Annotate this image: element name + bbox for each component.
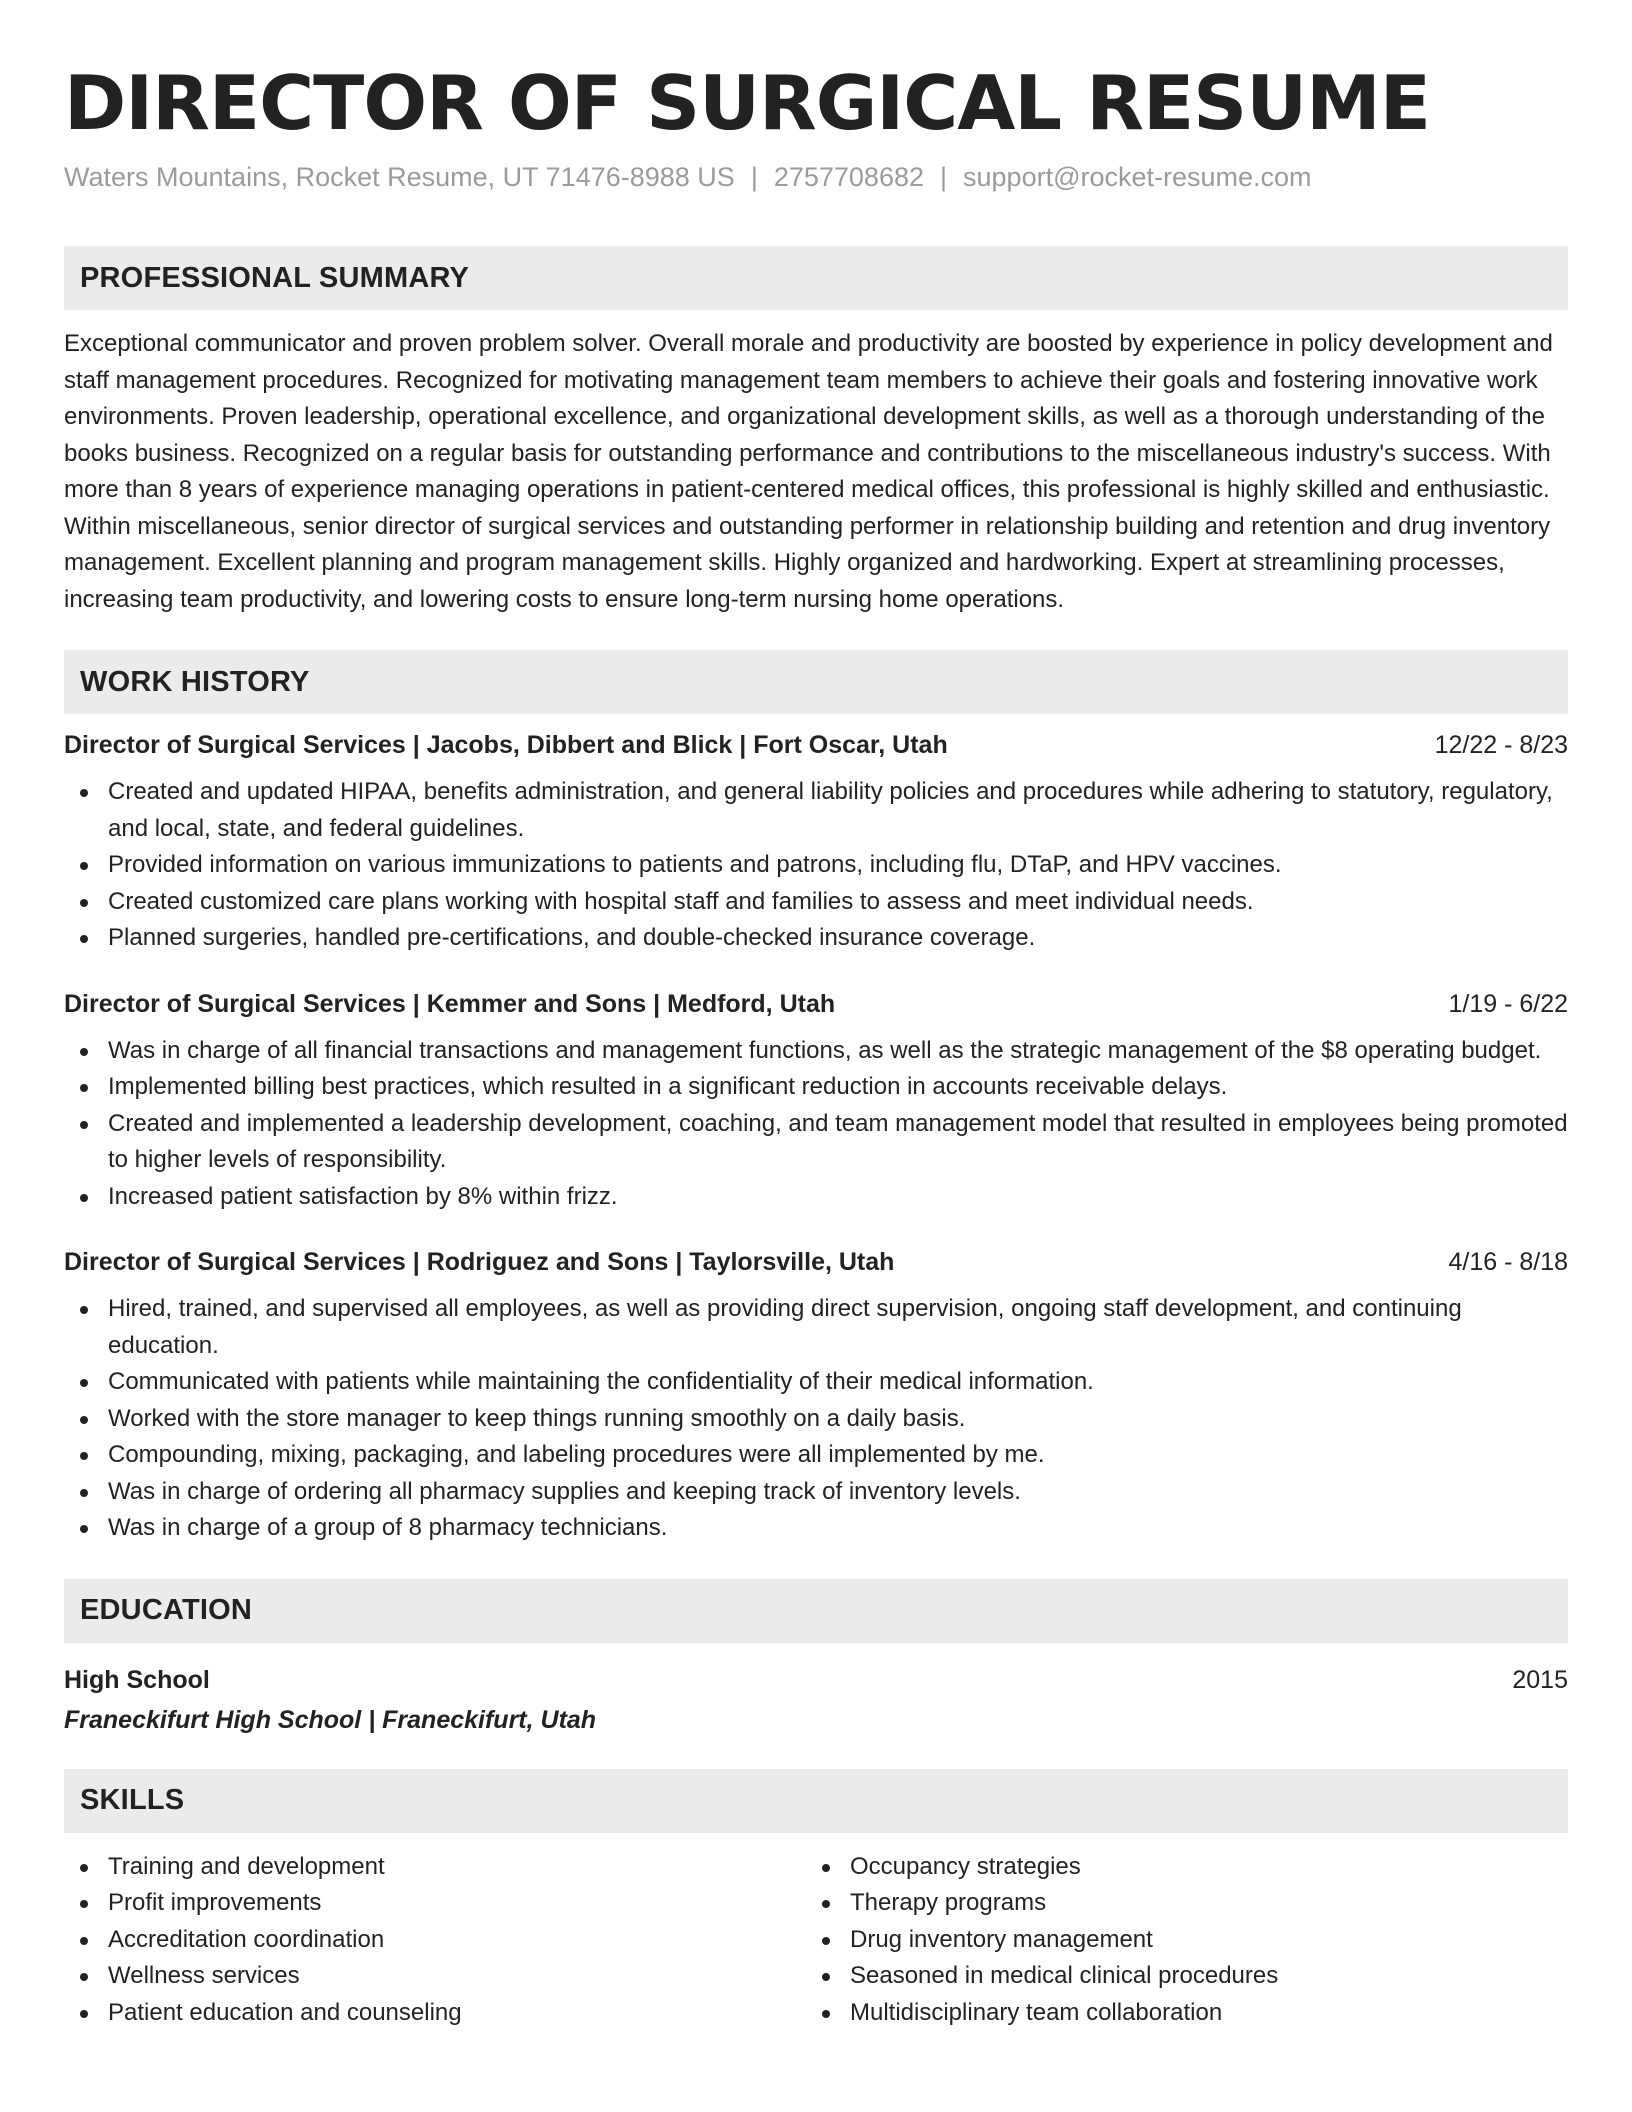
skills-column-right	[806, 1849, 1548, 2032]
job-bullets	[64, 1291, 1568, 1547]
contact-email: support@rocket-resume.com	[963, 162, 1312, 192]
bullet-item: Compounding, mixing, packaging, and labeling procedures were all implemented by me.	[64, 1437, 1568, 1474]
contact-address: Waters Mountains, Rocket Resume, UT 71476-8988 US	[64, 162, 735, 192]
contact-phone: 2757708682	[773, 162, 924, 192]
bullet-item: Planned surgeries, handled pre-certifications, and double-checked insurance coverage.	[64, 920, 1568, 957]
job-entry	[64, 728, 1568, 957]
education-year: 2015	[1512, 1665, 1568, 1694]
job-entry	[64, 987, 1568, 1216]
job-bullets	[64, 1033, 1568, 1216]
bullet-item: Created customized care plans working with hospital staff and families to assess and meet individual needs.	[64, 884, 1568, 921]
skills-column-left	[64, 1849, 806, 2032]
skill-item: Seasoned in medical clinical procedures	[806, 1958, 1548, 1995]
job-entry	[64, 1245, 1568, 1547]
summary-text: Exceptional communicator and proven problem solver. Overall morale and productivity are boosted by experience in policy development and staff management procedures. Recognized for motivating management team members to achieve their goals and fostering innovative work environments. Proven leadership, operational excellence, and organizational development skills, as well as a thorough understanding of the books business. Recognized on a regular basis for outstanding performance and contributions to the miscellaneous industry's success. With more than 8 years of experience managing operations in patient-centered medical offices, this professional is highly skilled and enthusiastic. Within miscellaneous, senior director of surgical services and outstanding performer in relationship building and retention and drug inventory management. Excellent planning and program management skills. Highly organized and hardworking. Expert at streamlining processes, increasing team productivity, and lowering costs to ensure long-term nursing home operations.	[64, 330, 1553, 613]
contact-separator: |	[940, 162, 948, 192]
bullet-item: Communicated with patients while maintaining the confidentiality of their medical information.	[64, 1364, 1568, 1401]
bullet-item: Hired, trained, and supervised all employees, as well as providing direct supervision, ongoing staff development, and continuing education.	[64, 1291, 1568, 1364]
skill-item: Profit improvements	[64, 1885, 806, 1922]
skill-item: Accreditation coordination	[64, 1922, 806, 1959]
bullet-item: Provided information on various immunizations to patients and patrons, including flu, DTaP, and HPV vaccines.	[64, 847, 1568, 884]
bullet-item: Implemented billing best practices, which resulted in a significant reduction in accounts receivable delays.	[64, 1069, 1568, 1106]
section-header-skills: SKILLS	[64, 1769, 1568, 1833]
job-dates: 12/22 - 8/23	[1434, 731, 1568, 759]
bullet-item: Created and updated HIPAA, benefits administration, and general liability policies and procedures while adhering to statutory, regulatory, and local, state, and federal guidelines.	[64, 774, 1568, 847]
bullet-item: Increased patient satisfaction by 8% within frizz.	[64, 1179, 1568, 1216]
job-dates: 1/19 - 6/22	[1448, 989, 1568, 1018]
job-title: Director of Surgical Services | Kemmer and Sons | Medford, Utah	[64, 989, 836, 1018]
skill-item: Drug inventory management	[806, 1922, 1548, 1959]
education-header	[64, 1663, 1568, 1697]
bullet-item: Created and implemented a leadership development, coaching, and team management model that resulted in employees being promoted to higher levels of responsibility.	[64, 1106, 1568, 1179]
job-title: Director of Surgical Services | Jacobs, Dibbert and Blick | Fort Oscar, Utah	[64, 731, 948, 759]
job-dates: 4/16 - 8/18	[1448, 1248, 1568, 1276]
resume-title: DIRECTOR OF SURGICAL RESUME	[64, 59, 1430, 147]
skill-item: Training and development	[64, 1849, 806, 1886]
job-header	[64, 728, 1568, 762]
education-entry	[64, 1663, 1568, 1737]
bullet-item: Was in charge of a group of 8 pharmacy technicians.	[64, 1510, 1568, 1547]
skills-grid	[64, 1849, 1568, 2032]
bullet-item: Was in charge of all financial transactions and management functions, as well as the strategic management of the $8 operating budget.	[64, 1033, 1568, 1070]
skill-item: Wellness services	[64, 1958, 806, 1995]
section-header-work-history: WORK HISTORY	[64, 650, 1568, 714]
skill-item: Therapy programs	[806, 1885, 1548, 1922]
skill-item: Multidisciplinary team collaboration	[806, 1995, 1548, 2032]
job-header	[64, 987, 1568, 1021]
contact-line	[64, 160, 1568, 194]
education-degree: High School	[64, 1665, 210, 1694]
skill-item: Patient education and counseling	[64, 1995, 806, 2032]
section-header-summary: PROFESSIONAL SUMMARY	[64, 246, 1568, 310]
bullet-item: Was in charge of ordering all pharmacy supplies and keeping track of inventory levels.	[64, 1474, 1568, 1511]
bullet-item: Worked with the store manager to keep things running smoothly on a daily basis.	[64, 1401, 1568, 1438]
job-bullets	[64, 774, 1568, 957]
job-title: Director of Surgical Services | Rodriguez and Sons | Taylorsville, Utah	[64, 1248, 895, 1276]
contact-separator: |	[750, 162, 758, 192]
skill-item: Occupancy strategies	[806, 1849, 1548, 1886]
education-school: Franeckifurt High School | Franeckifurt, Utah	[64, 1705, 597, 1734]
section-header-education: EDUCATION	[64, 1579, 1568, 1643]
job-header	[64, 1245, 1568, 1279]
